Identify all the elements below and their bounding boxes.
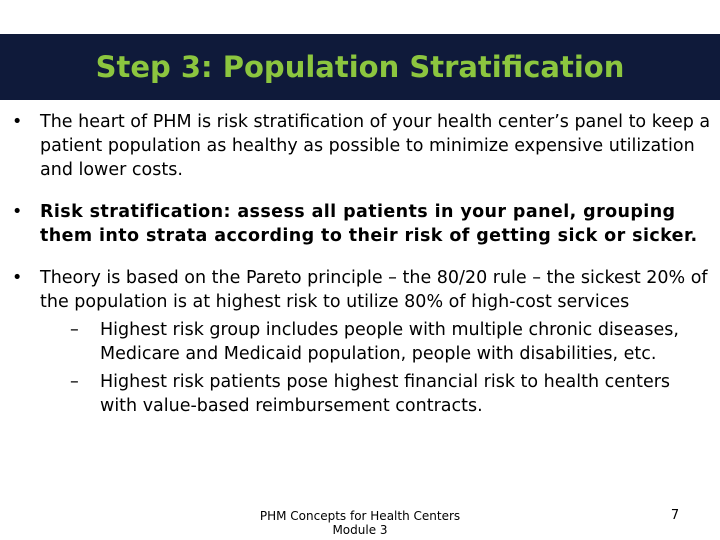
sub-bullet-text: Highest risk patients pose highest financial risk to health centers with value-based reimbursement contracts.: [100, 372, 671, 416]
page-number: 7: [670, 508, 680, 523]
title-bar: [0, 34, 720, 100]
slide-footer: [240, 509, 480, 537]
sub-bullet-2: [40, 370, 712, 418]
slide-content: [12, 110, 712, 436]
bullet-marker: •: [12, 112, 23, 132]
bullet-1: [12, 110, 712, 182]
bullet-text: The heart of PHM is risk stratification of your health center’s panel to keep a patient population as healthy as possible to minimize expensive utilization and lower costs.: [40, 112, 711, 180]
slide-title: Step 3: Population Stratification: [95, 50, 625, 84]
sub-bullet-1: [40, 318, 712, 366]
bullet-text: Theory is based on the Pareto principle – the 80/20 rule – the sickest 20% of the population is at highest risk to utilize 80% of high-cost services: [40, 268, 708, 312]
bullet-marker: •: [12, 202, 23, 222]
sub-bullet-marker: –: [70, 320, 79, 340]
footer-line-1: PHM Concepts for Health Centers: [259, 509, 461, 523]
sub-bullet-text: Highest risk group includes people with multiple chronic diseases, Medicare and Medicaid population, people with disabilities, etc.: [100, 320, 679, 364]
bullet-3: [12, 266, 712, 418]
footer-line-2: Module 3: [332, 523, 388, 537]
sub-bullet-marker: –: [70, 372, 79, 392]
bullet-marker: •: [12, 268, 23, 288]
bullet-text: Risk stratification: assess all patients in your panel, grouping them into strata according to their risk of getting sick or sicker.: [40, 202, 698, 246]
bullet-2: [12, 200, 712, 248]
